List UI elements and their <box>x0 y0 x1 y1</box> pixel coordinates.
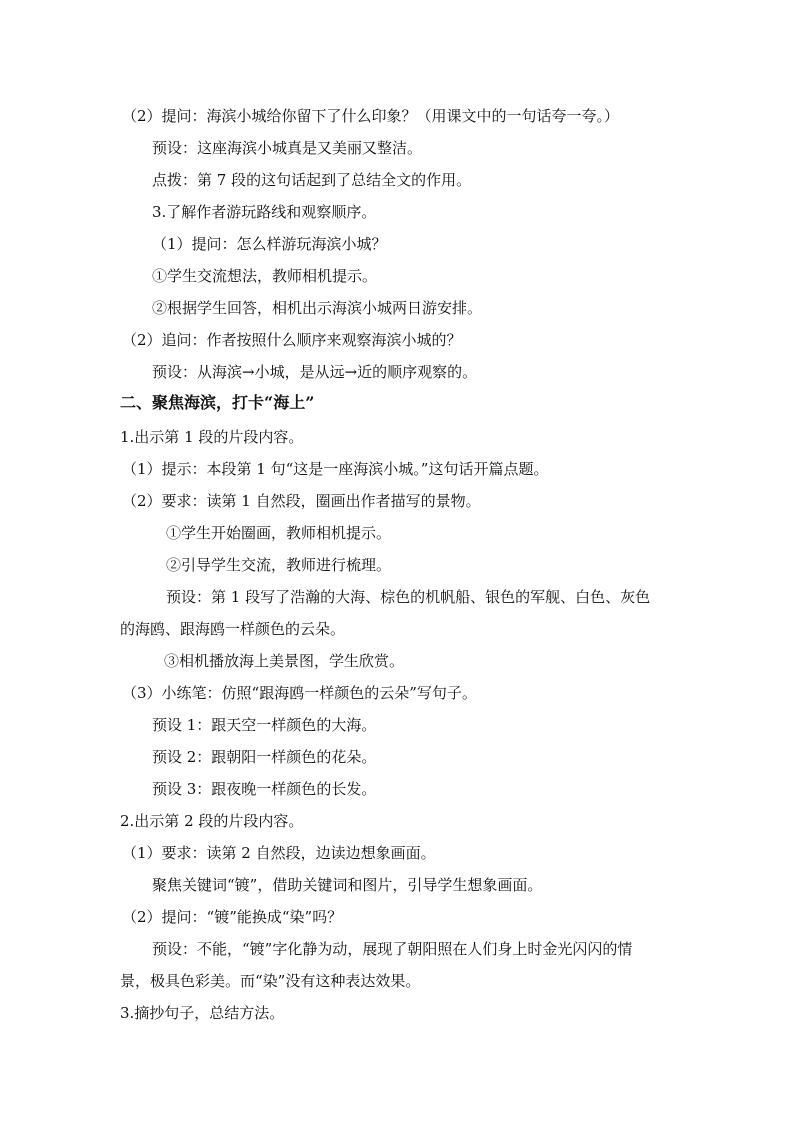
section-heading: 2.出示第 2 段的片段内容。 <box>120 812 304 830</box>
text-line: 预设 2：跟朝阳一样颜色的花朵。 <box>152 748 377 766</box>
text-line: （2）提问：“镀”能换成“染”吗？ <box>122 908 343 926</box>
text-line: （1）提问：怎么样游玩海滨小城？ <box>152 235 387 253</box>
text-line: （1）要求：读第 2 自然段，边读边想象画面。 <box>122 844 436 862</box>
text-line: ③相机播放海上美景图，学生欣赏。 <box>164 652 405 670</box>
text-line: 预设：不能，“镀”字化静为动，展现了朝阳照在人们身上时金光闪闪的情 <box>152 940 633 958</box>
section-heading: 1.出示第 1 段的片段内容。 <box>120 428 304 446</box>
text-line: ②根据学生回答，相机出示海滨小城两日游安排。 <box>152 299 483 317</box>
text-line: 的海鸥、跟海鸥一样颜色的云朵。 <box>120 620 346 638</box>
text-line: （2）提问：海滨小城给你留下了什么印象？（用课文中的一句话夸一夸。） <box>122 107 620 125</box>
text-line: 预设：从海滨→小城，是从远→近的顺序观察的。 <box>152 363 478 381</box>
text-line: （1）提示：本段第 1 句“这是一座海滨小城。”这句话开篇点题。 <box>122 460 549 478</box>
text-line: （2）追问：作者按照什么顺序来观察海滨小城的？ <box>122 331 462 349</box>
text-line: ②引导学生交流，教师进行梳理。 <box>166 556 392 574</box>
text-line: （2）要求：读第 1 自然段，圈画出作者描写的景物。 <box>122 492 481 510</box>
text-line: 预设 1：跟天空一样颜色的大海。 <box>152 716 377 734</box>
text-line: 预设 3：跟夜晚一样颜色的长发。 <box>152 780 377 798</box>
text-line: 点拨：第 7 段的这句话起到了总结全文的作用。 <box>152 171 472 189</box>
text-line: ①学生开始圈画，教师相机提示。 <box>166 524 392 542</box>
chapter-heading: 二、聚焦海滨，打卡“海上” <box>120 393 315 412</box>
section-heading: 3.摘抄句子，总结方法。 <box>120 1004 285 1022</box>
text-line: ①学生交流想法，教师相机提示。 <box>152 267 378 285</box>
text-line: 景，极具色彩美。而“染”没有这种表达效果。 <box>120 972 421 990</box>
text-line: 预设：这座海滨小城真是又美丽又整洁。 <box>152 139 423 157</box>
text-line: 聚焦关键词“镀”，借助关键词和图片，引导学生想象画面。 <box>152 876 543 894</box>
text-line: （3）小练笔：仿照“跟海鸥一样颜色的云朵”写句子。 <box>122 684 477 702</box>
section-heading: 3.了解作者游玩路线和观察顺序。 <box>152 203 377 221</box>
text-line: 预设：第 1 段写了浩瀚的大海、棕色的机帆船、银色的军舰、白色、灰色 <box>166 588 651 606</box>
